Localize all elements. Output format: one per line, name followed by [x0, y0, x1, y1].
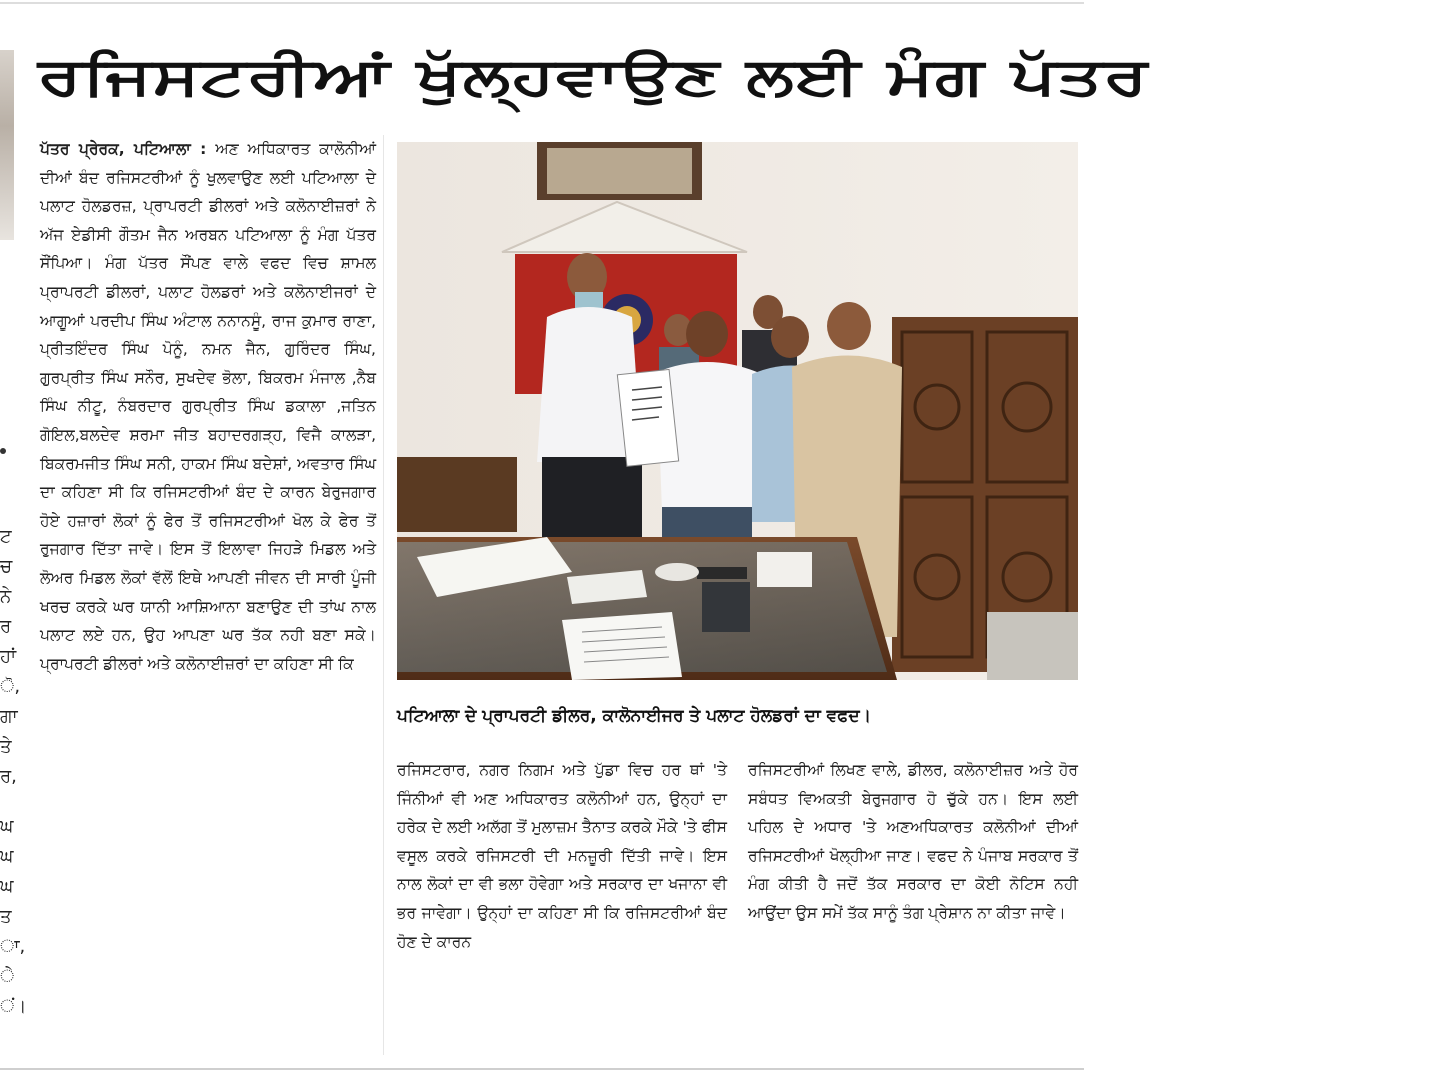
news-photo: [397, 142, 1078, 680]
news-photo-illustration: [397, 142, 1078, 680]
column-divider: [383, 135, 384, 1055]
previous-article-bullet: [0, 448, 6, 454]
article-column-3: ਰਜਿਸਟਰੀਆਂ ਲਿਖਣ ਵਾਲੇ, ਡੀਲਰ, ਕਲੋਨਾਈਜ਼ਰ ਅਤੇ ਹੋਰ ਸਬੰਧਤ ਵਿਅਕਤੀ ਬੇਰੁਜਗਾਰ ਹੋ ਚੁੱਕੇ ਹਨ। ਇਸ ਲਈ ਪਹਿਲ ਦੇ ਅਧਾਰ 'ਤੇ ਅਣਅਧਿਕਾਰਤ ਕਲੋਨੀਆਂ ਦੀਆਂ ਰਜਿਸਟਰੀਆਂ ਖੋਲ੍ਹੀਆ ਜਾਣ। ਵਫਦ ਨੇ ਪੰਜਾਬ ਸਰਕਾਰ ਤੋਂ ਮੰਗ ਕੀਤੀ ਹੈ ਜਦੋਂ ਤੱਕ ਸਰਕਾਰ ਦਾ ਕੋਈ ਨੋਟਿਸ ਨਹੀ ਆਉਂਦਾ ਉਸ ਸਮੇਂ ਤੱਕ ਸਾਨੂੰ ਤੰਗ ਪ੍ਰੇਸ਼ਾਨ ਨਾ ਕੀਤਾ ਜਾਵੇ।: [748, 761, 1078, 922]
article-column-1: [40, 135, 376, 678]
previous-article-text-top: ਟ ਚ ਨੇ ਰ ਹਾਂ ੋ, ਗਾ ਤੇ ਰ,: [0, 526, 21, 787]
photo-caption: ਪਟਿਆਲਾ ਦੇ ਪ੍ਰਾਪਰਟੀ ਡੀਲਰ, ਕਾਲੋਨਾਈਜਰ ਤੇ ਪਲਾਟ ਹੋਲਡਰਾਂ ਦਾ ਵਫਦ।: [397, 706, 872, 726]
previous-article-text-bottom: ਘ ਘ ਘ ਤ ਾ, ੇ ਂ।: [0, 816, 27, 1017]
byline: ਪੱਤਰ ਪ੍ਰੇਰਕ, ਪਟਿਆਲਾ :: [40, 140, 207, 158]
top-rule: [0, 2, 1084, 4]
bottom-rule: [0, 1068, 1084, 1070]
column-1-text: ਅਣ ਅਧਿਕਾਰਤ ਕਾਲੋਨੀਆਂ ਦੀਆਂ ਬੰਦ ਰਜਿਸਟਰੀਆਂ ਨੂੰ ਖੁਲਵਾਉਣ ਲਈ ਪਟਿਆਲਾ ਦੇ ਪਲਾਟ ਹੋਲਡਰਜ਼, ਪ੍ਰਾਪਰਟੀ ਡੀਲਰਾਂ ਅਤੇ ਕਲੋਨਾਈਜ਼ਰਾਂ ਨੇ ਅੱਜ ਏਡੀਸੀ ਗੌਤਮ ਜੈਨ ਅਰਬਨ ਪਟਿਆਲਾ ਨੂੰ ਮੰਗ ਪੱਤਰ ਸੌਂਪਿਆ। ਮੰਗ ਪੱਤਰ ਸੌਂਪਣ ਵਾਲੇ ਵਫਦ ਵਿਚ ਸ਼ਾਮਲ ਪ੍ਰਾਪਰਟੀ ਡੀਲਰਾਂ, ਪਲਾਟ ਹੋਲਡਰਾਂ ਅਤੇ ਕਲੋਨਾਈਜਰਾਂ ਦੇ ਆਗੂਆਂ ਪਰਦੀਪ ਸਿੰਘ ਅੰਟਾਲ ਨਨਾਨਸੂੰ, ਰਾਜ ਕੁਮਾਰ ਰਾਣਾ, ਪ੍ਰੀਤਇੰਦਰ ਸਿੰਘ ਪੋਨੂੰ, ਨਮਨ ਜੈਨ, ਗੁਰਿੰਦਰ ਸਿੰਘ, ਗੁਰਪ੍ਰੀਤ ਸਿੰਘ ਸਨੌਰ, ਸੁਖਦੇਵ ਭੋਲਾ, ਬਿਕਰਮ ਮੰਜਾਲ ,ਨੈਬ ਸਿੰਘ ਨੀਟੂ, ਨੰਬਰਦਾਰ ਗੁਰਪ੍ਰੀਤ ਸਿੰਘ ਡਕਾਲਾ ,ਜਤਿਨ ਗੋਇਲ,ਬਲਦੇਵ ਸ਼ਰਮਾ ਜੀਤ ਬਹਾਦਰਗੜ੍ਹ, ਵਿਜੈ ਕਾਲੜਾ, ਬਿਕਰਮਜੀਤ ਸਿੰਘ ਸਨੀ, ਹਾਕਮ ਸਿੰਘ ਬਦੇਸ਼ਾਂ, ਅਵਤਾਰ ਸਿੰਘ ਦਾ ਕਹਿਣਾ ਸੀ ਕਿ ਰਜਿਸਟਰੀਆਂ ਬੰਦ ਦੇ ਕਾਰਨ ਬੇਰੁਜਗਾਰ ਹੋਏ ਹਜ਼ਾਰਾਂ ਲੋਕਾਂ ਨੂੰ ਫੇਰ ਤੋਂ ਰਜਿਸਟਰੀਆਂ ਖੋਲ ਕੇ ਫੇਰ ਤੋਂ ਰੁਜਗਾਰ ਦਿੱਤਾ ਜਾਵੇ। ਇਸ ਤੋਂ ਇਲਾਵਾ ਜਿਹੜੇ ਮਿਡਲ ਅਤੇ ਲੋਅਰ ਮਿਡਲ ਲੋਕਾਂ ਵੱਲੋਂ ਇਥੇ ਆਪਣੀ ਜੀਵਨ ਦੀ ਸਾਰੀ ਪੂੰਜੀ ਖਰਚ ਕਰਕੇ ਘਰ ਯਾਨੀ ਆਸ਼ਿਆਨਾ ਬਣਾਉਣ ਦੀ ਤਾਂਘ ਨਾਲ ਪਲਾਟ ਲਏ ਹਨ, ਉਹ ਆਪਣਾ ਘਰ ਤੱਕ ਨਹੀ ਬਣਾ ਸਕੇ। ਪ੍ਰਾਪਰਟੀ ਡੀਲਰਾਂ ਅਤੇ ਕਲੋਨਾਈਜ਼ਰਾਂ ਦਾ ਕਹਿਣਾ ਸੀ ਕਿ: [40, 140, 376, 673]
headline: ਰਜਿਸਟਰੀਆਂ ਖੁੱਲ੍ਹਵਾਉਣ ਲਈ ਮੰਗ ਪੱਤਰ: [38, 47, 1149, 107]
previous-article-photo-edge: [0, 50, 14, 240]
article-column-2: ਰਜਿਸਟਰਾਰ, ਨਗਰ ਨਿਗਮ ਅਤੇ ਪੁੱਡਾ ਵਿਚ ਹਰ ਥਾਂ 'ਤੇ ਜਿੰਨੀਆਂ ਵੀ ਅਣ ਅਧਿਕਾਰਤ ਕਲੋਨੀਆਂ ਹਨ, ਉਨ੍ਹਾਂ ਦਾ ਹਰੇਕ ਦੇ ਲਈ ਅਲੱਗ ਤੋਂ ਮੁਲਾਜ਼ਮ ਤੈਨਾਤ ਕਰਕੇ ਮੌਕੇ 'ਤੇ ਫੀਸ ਵਸੂਲ ਕਰਕੇ ਰਜਿਸਟਰੀ ਦੀ ਮਨਜ਼ੂਰੀ ਦਿੱਤੀ ਜਾਵੇ। ਇਸ ਨਾਲ ਲੋਕਾਂ ਦਾ ਵੀ ਭਲਾ ਹੋਵੇਗਾ ਅਤੇ ਸਰਕਾਰ ਦਾ ਖਜਾਨਾ ਵੀ ਭਰ ਜਾਵੇਗਾ। ਉਨ੍ਹਾਂ ਦਾ ਕਹਿਣਾ ਸੀ ਕਿ ਰਜਿਸਟਰੀਆਂ ਬੰਦ ਹੋਣ ਦੇ ਕਾਰਨ: [397, 761, 727, 951]
